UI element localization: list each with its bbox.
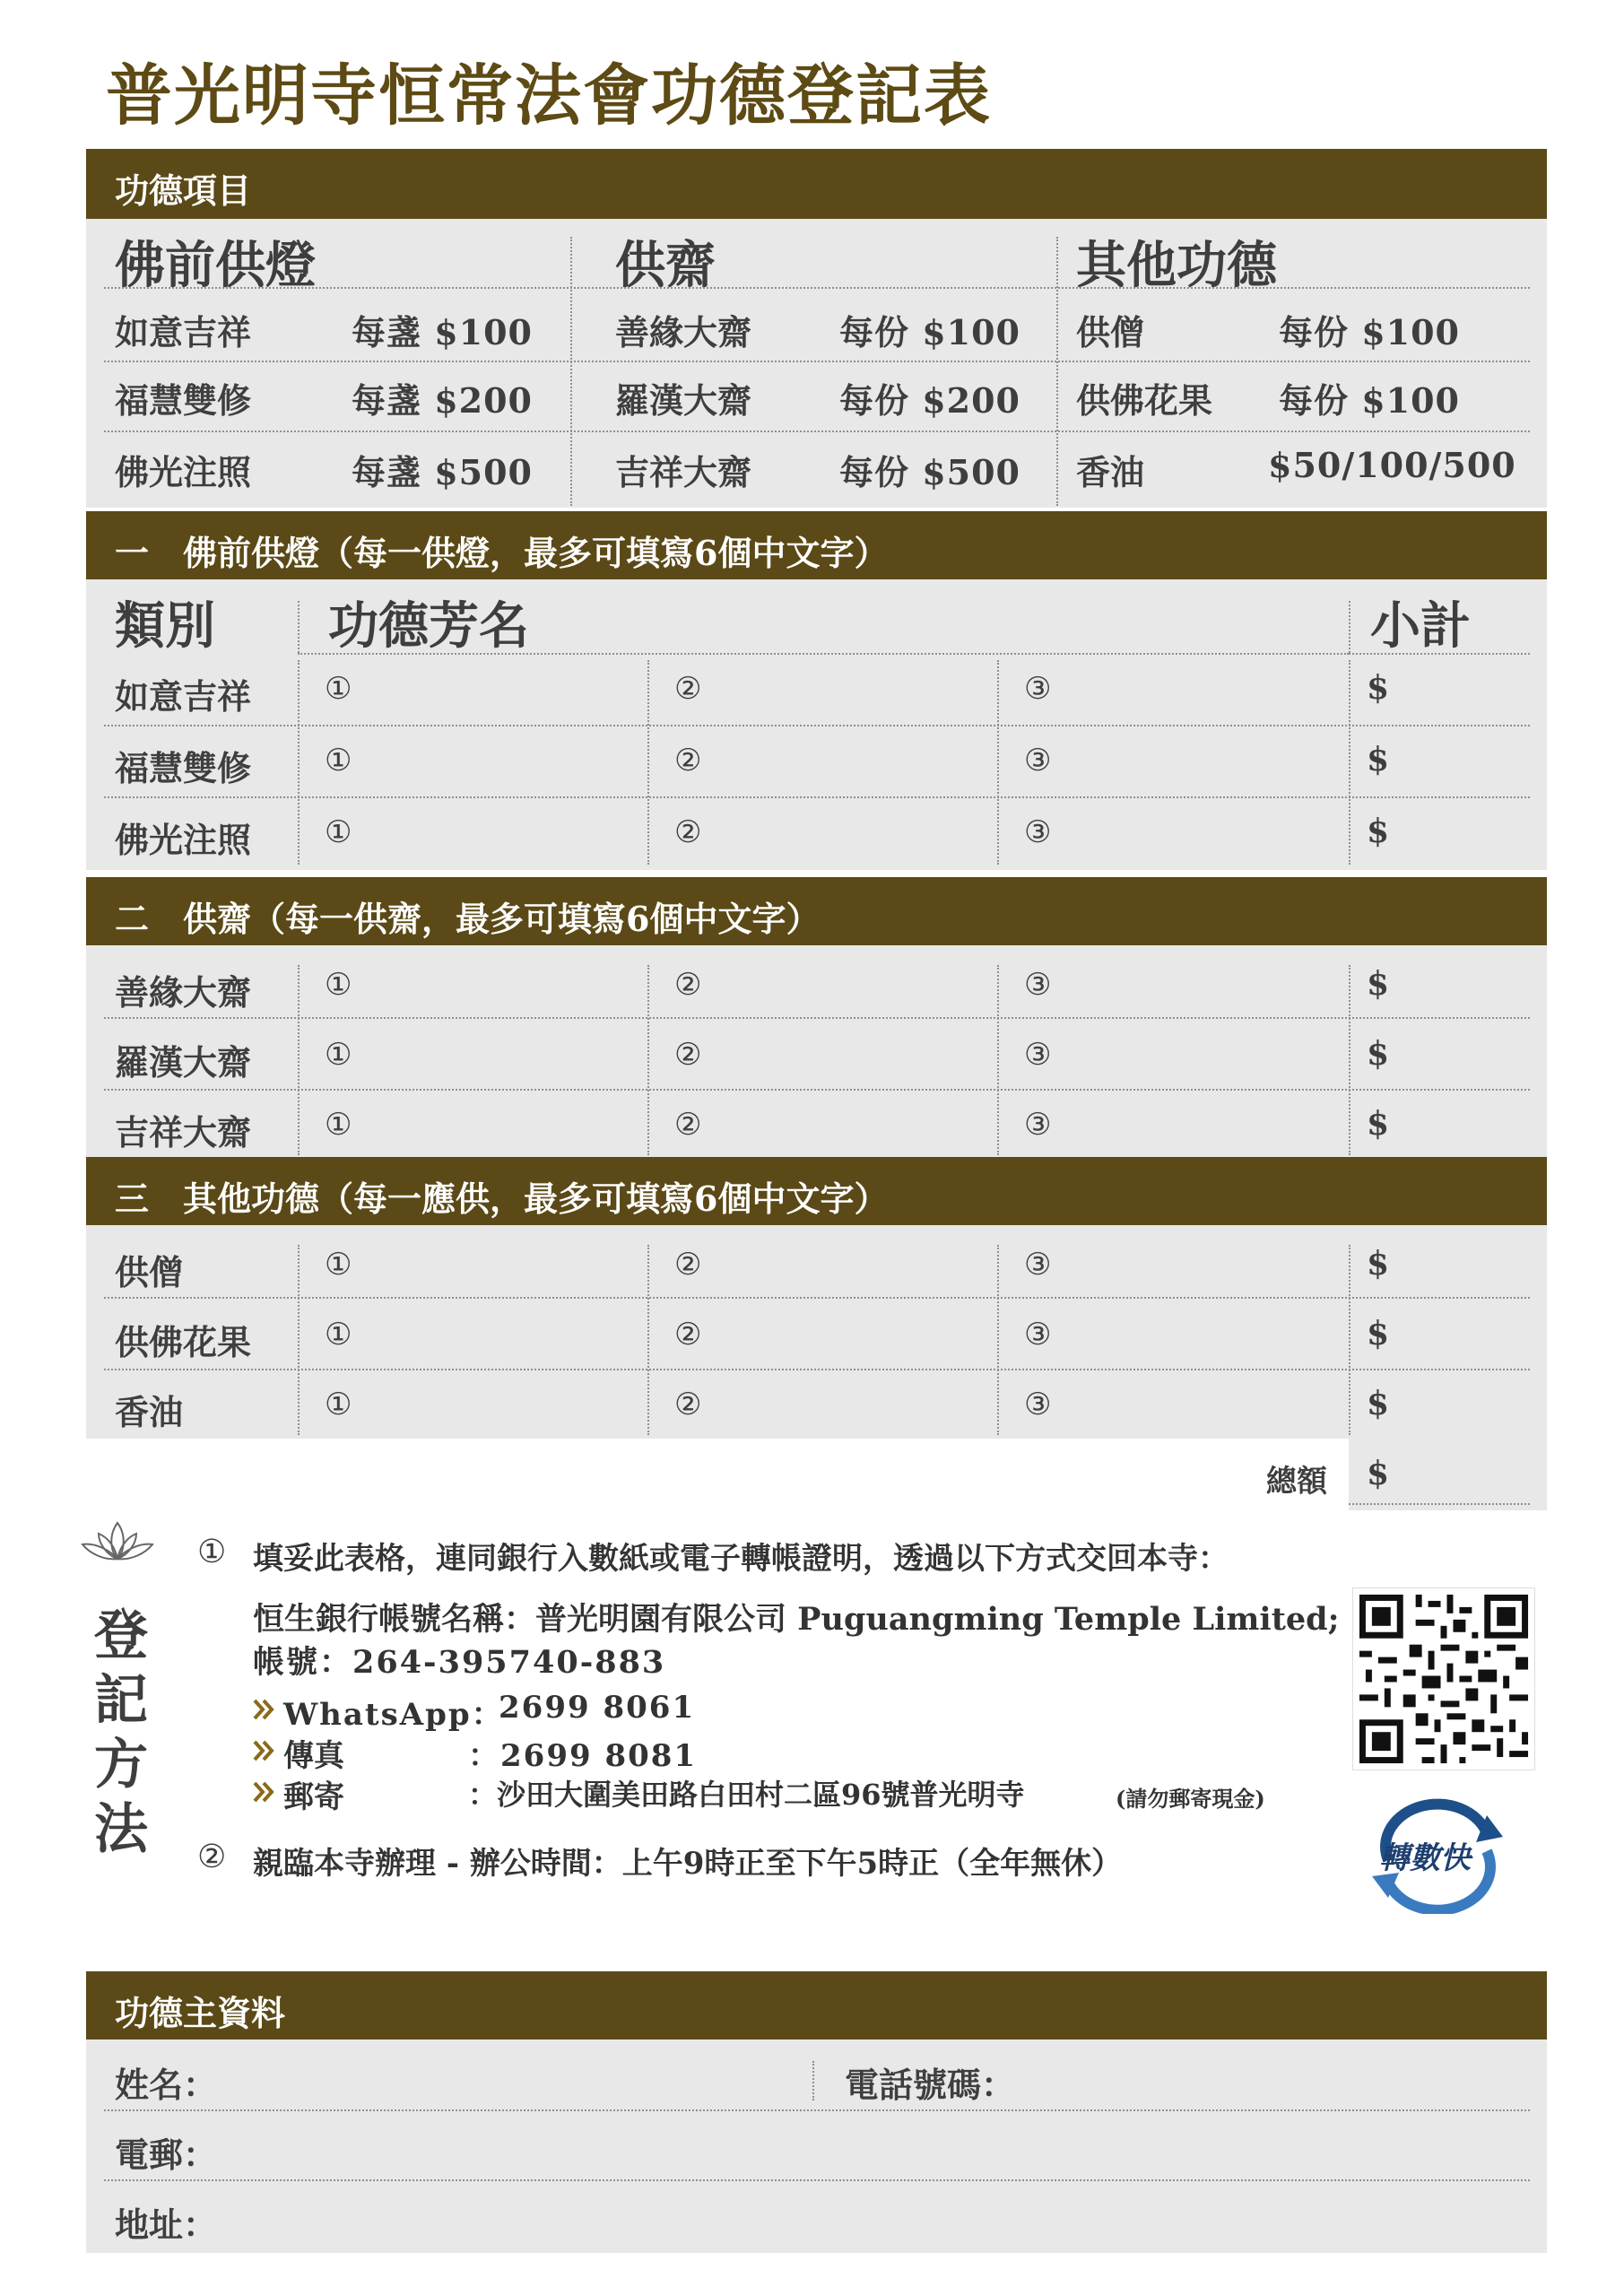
subtotal-field[interactable]: $ [1367, 965, 1390, 1003]
item-name: 佛光注照 [115, 452, 252, 492]
row-divider [104, 1369, 1530, 1370]
name-slot-3[interactable]: ③ [1024, 671, 1052, 707]
col-divider [812, 2061, 814, 2100]
item-price: 每盞 $500 [352, 452, 533, 492]
fps-logo-text: 轉數快 [1379, 1840, 1471, 1876]
items-divider [104, 287, 1530, 289]
section-2-panel [86, 945, 1547, 1161]
col-divider [298, 965, 300, 1155]
name-slot-3[interactable]: ③ [1024, 1107, 1052, 1143]
double-chevron-icon [253, 1781, 276, 1803]
category-label: 供佛花果 [115, 1322, 252, 1362]
items-header: 功德項目 [115, 170, 252, 211]
item-name: 如意吉祥 [115, 312, 252, 352]
section-2-title: 二 供齋（每一供齋，最多可填寫6個中文字） [115, 899, 821, 939]
row-divider [104, 1017, 1530, 1019]
col-divider [298, 601, 300, 653]
total-label: 總額 [1266, 1464, 1327, 1500]
category-label: 善緣大齋 [115, 972, 252, 1013]
name-slot-2[interactable]: ② [674, 1387, 702, 1422]
name-slot-2[interactable]: ② [674, 671, 702, 707]
section-2-bar [86, 877, 1547, 945]
phone-label: 電話號碼： [845, 2065, 1016, 2105]
items-divider [570, 237, 572, 506]
address-label: 地址： [115, 2205, 218, 2245]
col-divider [1349, 1245, 1350, 1435]
fax-number: ：2699 8081 [468, 1738, 698, 1774]
item-name: 供僧 [1076, 312, 1145, 352]
name-slot-2[interactable]: ② [674, 1247, 702, 1283]
step-2-marker: ② [197, 1839, 227, 1875]
item-price: 每盞 $100 [352, 312, 533, 352]
total-box [1349, 1435, 1547, 1510]
category-label: 吉祥大齋 [115, 1112, 252, 1152]
row-divider [1349, 653, 1530, 655]
vertical-char: 登 [94, 1605, 148, 1667]
double-chevron-icon [253, 1740, 276, 1761]
qr-code[interactable] [1352, 1587, 1535, 1770]
name-slot-1[interactable]: ① [325, 1107, 352, 1143]
row-divider [1349, 1503, 1530, 1505]
item-price: 每份 $200 [839, 380, 1020, 421]
name-slot-1[interactable]: ① [325, 743, 352, 778]
col-divider [1349, 660, 1350, 865]
step-1-marker: ① [197, 1534, 227, 1570]
item-price: $50/100/500 [1268, 445, 1516, 485]
row-divider [104, 1089, 1530, 1091]
name-slot-1[interactable]: ① [325, 1037, 352, 1073]
name-slot-3[interactable]: ③ [1024, 1387, 1052, 1422]
section-1-panel [86, 579, 1547, 870]
subtotal-field[interactable]: $ [1367, 669, 1390, 707]
names-header: 功德芳名 [328, 596, 529, 656]
lotus-icon [77, 1516, 158, 1570]
fps-logo [1352, 1797, 1514, 1914]
name-slot-2[interactable]: ② [674, 1107, 702, 1143]
vertical-char: 方 [94, 1734, 148, 1796]
mail-address: ：沙田大圍美田路白田村二區96號普光明寺 [468, 1778, 1025, 1812]
row-divider [104, 1297, 1530, 1299]
items-panel [86, 219, 1547, 508]
col-divider [1349, 965, 1350, 1155]
item-name: 福慧雙修 [115, 380, 252, 421]
items-col1-heading: 佛前供燈 [115, 236, 316, 295]
subtotal-field[interactable]: $ [1367, 1035, 1390, 1073]
name-slot-2[interactable]: ② [674, 1037, 702, 1073]
col-divider [647, 660, 649, 865]
col-divider [647, 965, 649, 1155]
mail-label: 郵寄 [283, 1779, 344, 1815]
items-divider [104, 361, 1530, 362]
section-3-bar [86, 1157, 1547, 1225]
item-name: 善緣大齋 [615, 312, 752, 352]
name-slot-2[interactable]: ② [674, 1317, 702, 1352]
bank-name: 恒生銀行帳號名稱：普光明園有限公司 Puguangming Temple Limited; [253, 1601, 1340, 1638]
category-label: 如意吉祥 [115, 676, 252, 717]
email-label: 電郵： [115, 2135, 218, 2175]
category-label: 福慧雙修 [115, 748, 252, 788]
name-slot-1[interactable]: ① [325, 1317, 352, 1352]
item-name: 供佛花果 [1076, 380, 1213, 421]
col-divider [997, 660, 999, 865]
step-2-text: 親臨本寺辦理 - 辦公時間：上午9時正至下午5時正（全年無休） [253, 1846, 1123, 1882]
item-name: 羅漢大齋 [615, 380, 752, 421]
col-divider [997, 965, 999, 1155]
col-divider [1349, 601, 1350, 653]
item-name: 吉祥大齋 [615, 452, 752, 492]
name-slot-2[interactable]: ② [674, 967, 702, 1003]
section-3-title: 三 其他功德（每一應供，最多可填寫6個中文字） [115, 1178, 889, 1219]
row-divider [104, 725, 1530, 726]
col-divider [298, 1245, 300, 1435]
name-slot-2[interactable]: ② [674, 743, 702, 778]
name-slot-1[interactable]: ① [325, 814, 352, 850]
category-label: 佛光注照 [115, 820, 252, 860]
item-price: 每份 $100 [839, 312, 1020, 352]
col-divider [997, 1245, 999, 1435]
bank-account: 帳號：264-395740-883 [253, 1644, 666, 1681]
address-field[interactable] [233, 2190, 1533, 2248]
vertical-char: 記 [94, 1669, 148, 1732]
row-divider [298, 653, 1349, 655]
subtotal-field[interactable]: $ [1367, 813, 1390, 850]
phone-field[interactable] [1004, 2050, 1533, 2108]
item-price: 每份 $500 [839, 452, 1020, 492]
items-header-bar [86, 149, 1547, 219]
name-slot-1[interactable]: ① [325, 967, 352, 1003]
total-field[interactable]: $ [1367, 1455, 1390, 1492]
email-field[interactable] [233, 2120, 1533, 2178]
col-divider [647, 1245, 649, 1435]
section-1-bar [86, 511, 1547, 579]
name-slot-3[interactable]: ③ [1024, 814, 1052, 850]
donor-header: 功德主資料 [115, 1993, 286, 2033]
subtotal-field[interactable]: $ [1367, 1385, 1390, 1422]
subtotal-field[interactable]: $ [1367, 1245, 1390, 1283]
items-col2-heading: 供齋 [615, 236, 716, 295]
qr-code-graphic [1353, 1588, 1534, 1770]
item-name: 香油 [1076, 452, 1145, 492]
items-col3-heading: 其他功德 [1076, 236, 1277, 295]
donor-header-bar [86, 1971, 1547, 2039]
name-slot-3[interactable]: ③ [1024, 967, 1052, 1003]
name-slot-3[interactable]: ③ [1024, 1037, 1052, 1073]
item-price: 每盞 $200 [352, 380, 533, 421]
name-slot-1[interactable]: ① [325, 671, 352, 707]
col-divider [298, 660, 300, 865]
section-1-title: 一 佛前供燈（每一供燈，最多可填寫6個中文字） [115, 533, 889, 573]
items-divider [104, 430, 1530, 432]
name-label: 姓名： [115, 2065, 218, 2105]
registration-title [90, 1604, 152, 1862]
section-3-panel [86, 1225, 1547, 1439]
name-slot-3[interactable]: ③ [1024, 743, 1052, 778]
whatsapp-number: 2699 8061 [499, 1690, 696, 1726]
page-title: 普光明寺恒常法會功德登記表 [106, 57, 992, 135]
name-slot-3[interactable]: ③ [1024, 1317, 1052, 1352]
name-slot-3[interactable]: ③ [1024, 1247, 1052, 1283]
fax-label: 傳真 [283, 1738, 344, 1774]
name-field[interactable] [233, 2050, 717, 2108]
category-header: 類別 [115, 596, 215, 656]
subtotal-field[interactable]: $ [1367, 741, 1390, 778]
category-label: 香油 [115, 1392, 184, 1432]
subtotal-field[interactable]: $ [1367, 1105, 1390, 1143]
row-divider [104, 796, 1530, 798]
row-divider [104, 2109, 1530, 2111]
item-price: 每份 $100 [1279, 312, 1460, 352]
step-1-text: 填妥此表格，連同銀行入數紙或電子轉帳證明，透過以下方式交回本寺： [253, 1541, 1229, 1577]
name-slot-2[interactable]: ② [674, 814, 702, 850]
whatsapp-label: WhatsApp： [283, 1697, 504, 1733]
double-chevron-icon [253, 1699, 276, 1720]
subtotal-field[interactable]: $ [1367, 1315, 1390, 1352]
category-label: 供僧 [115, 1252, 184, 1292]
mail-note: (請勿郵寄現金) [1116, 1786, 1265, 1812]
subtotal-header: 小計 [1370, 596, 1471, 656]
name-slot-1[interactable]: ① [325, 1247, 352, 1283]
vertical-char: 法 [94, 1798, 148, 1861]
items-divider [1056, 237, 1058, 506]
item-price: 每份 $100 [1279, 380, 1460, 421]
category-label: 羅漢大齋 [115, 1042, 252, 1083]
row-divider [104, 2179, 1530, 2181]
name-slot-1[interactable]: ① [325, 1387, 352, 1422]
